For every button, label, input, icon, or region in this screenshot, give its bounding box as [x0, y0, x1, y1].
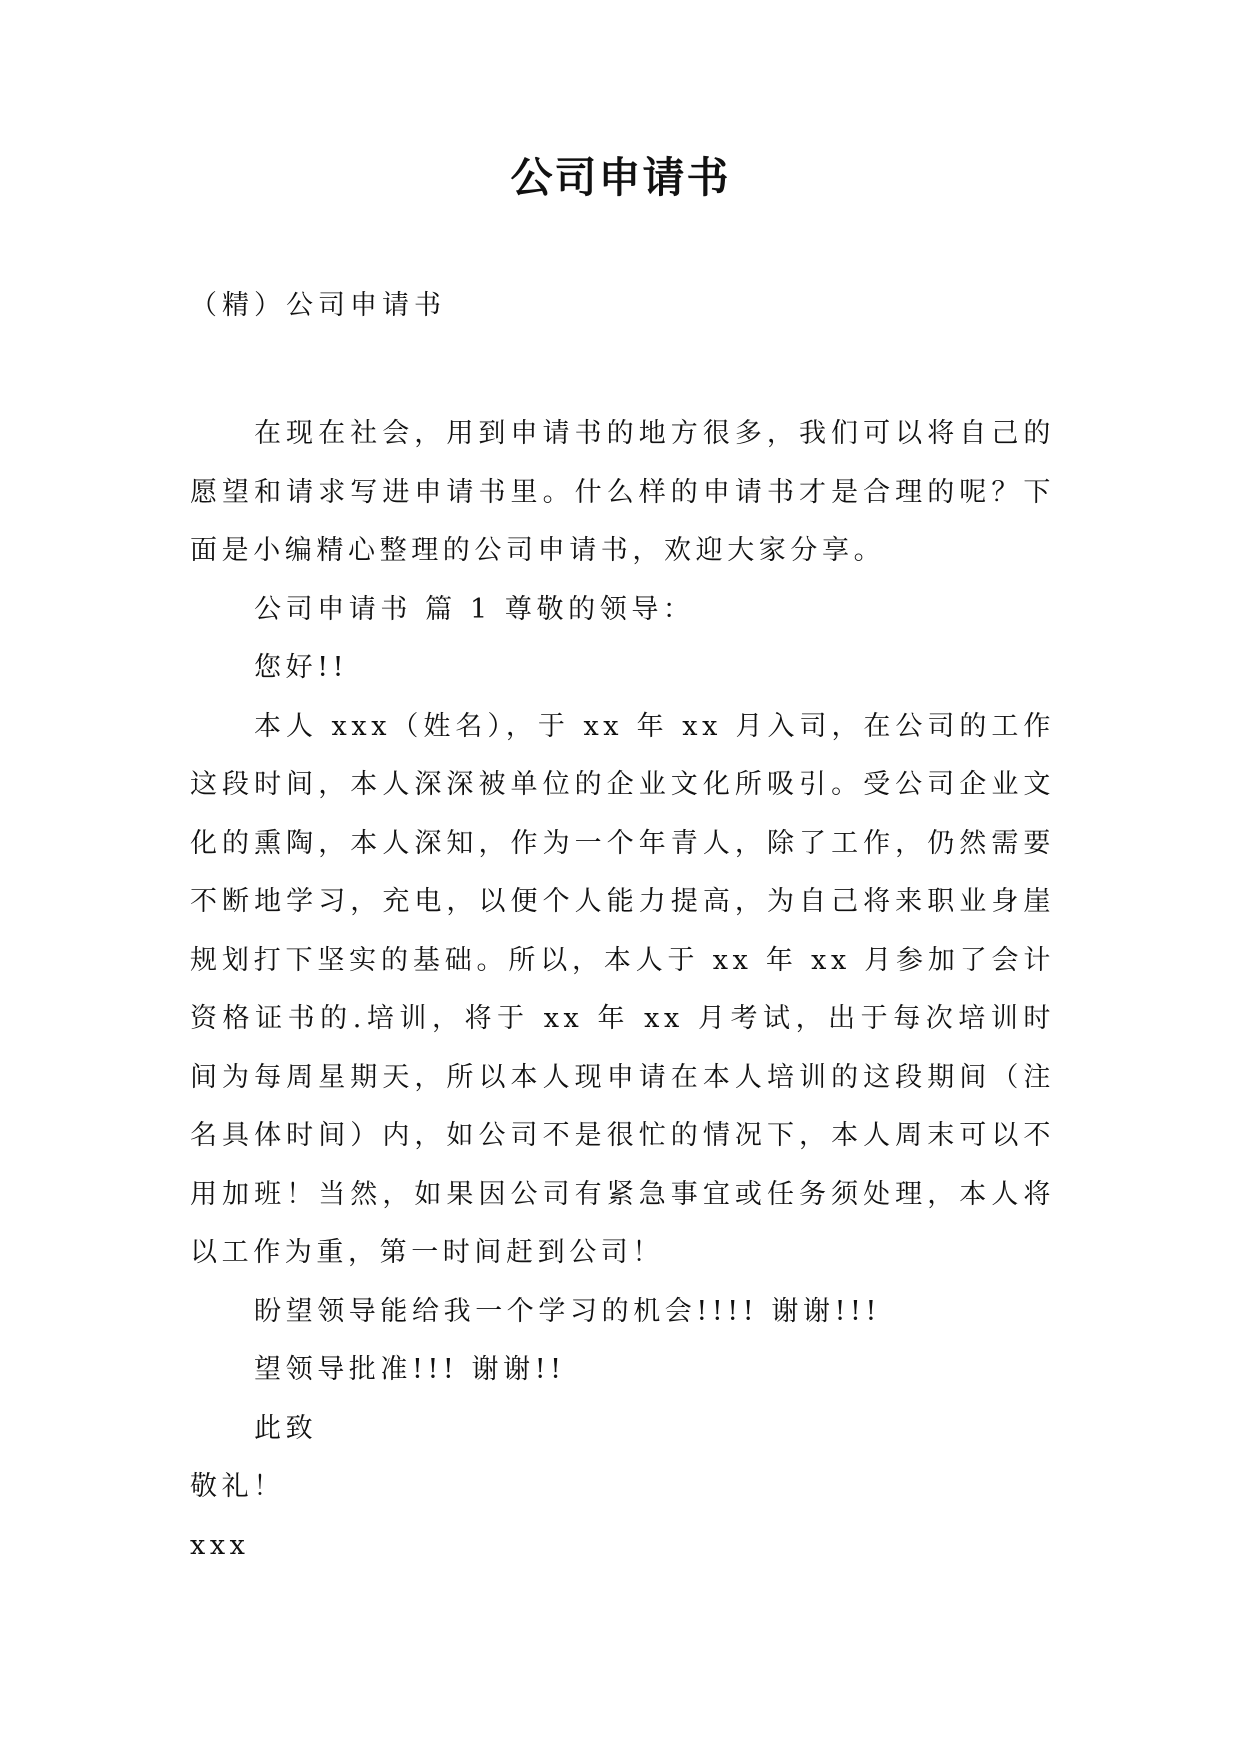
intro-paragraph: 在现在社会，用到申请书的地方很多，我们可以将自己的愿望和请求写进申请书里。什么样的申请书才是合理的呢？下面是小编精心整理的公司申请书，欢迎大家分享。 — [190, 418, 1055, 566]
main-paragraph: 本人 xxx（姓名），于 xx 年 xx 月入司，在公司的工作这段时间，本人深深被单位的企业文化所吸引。受公司企业文化的熏陶，本人深知，作为一个年青人，除了工作，仍然需要不断地学习，充电，以便个人能力提高，为自己将来职业身崖规划打下坚实的基础。所以，本人于 xx 年 xx 月参加了会计资格证书的.培训，将于 xx 年 xx 月考试，出于每次培训时间为每周星期天，所以本人现申请在本人培训的这段期间（注名具体时间）内，如公司不是很忙的情况下，本人周末可以不用加班！当然，如果因公司有紧急事宜或任务须处理，本人将以工作为重，第一时间赶到公司！ — [190, 710, 1055, 1268]
letter-heading: 公司申请书 篇 1 尊敬的领导： — [254, 593, 695, 625]
greeting: 您好!! — [254, 652, 349, 683]
document-body — [190, 405, 1055, 1575]
closing-line: 此致 — [254, 1412, 318, 1444]
document-subtitle: （精）公司申请书 — [190, 290, 446, 321]
hope-line: 盼望领导能给我一个学习的机会!!!! 谢谢!!! — [254, 1295, 881, 1327]
approve-line: 望领导批准!!! 谢谢!! — [254, 1354, 566, 1385]
salute-line: 敬礼！ — [190, 1471, 285, 1502]
document-title: 公司申请书 — [510, 153, 731, 202]
signature: xxx — [190, 1529, 250, 1561]
